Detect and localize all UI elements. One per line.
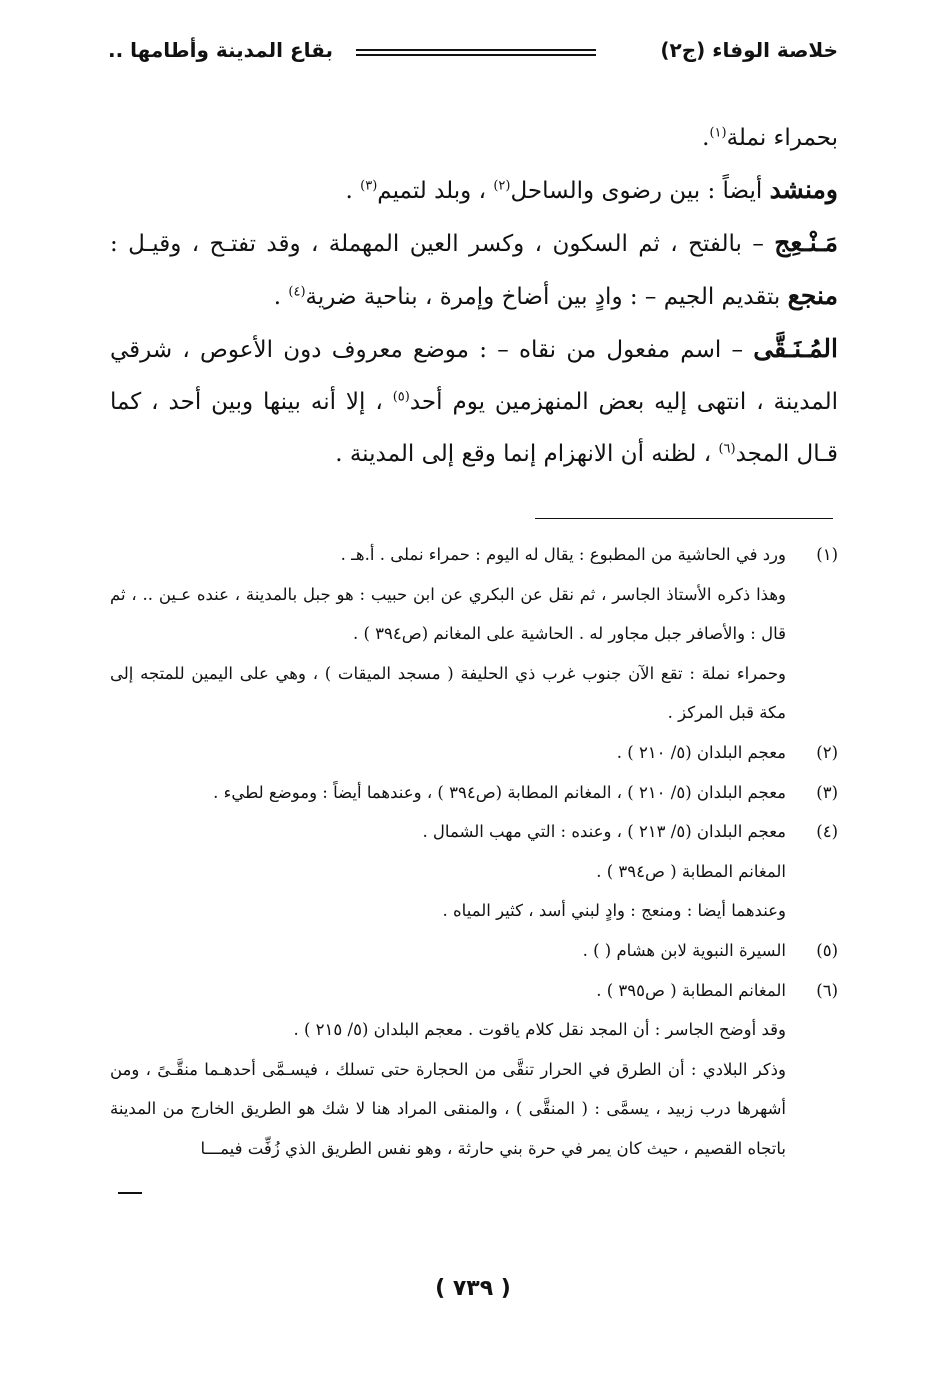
footnote-separator — [535, 518, 833, 519]
headword-manshad: ومنشد — [769, 175, 838, 204]
footnote-number: (٣) — [816, 782, 838, 802]
entry-manshad: ومنشد أيضاً : بين رضوى والساحل$^{(٢)}$ ، وبلد لتميم$^{(٣)}$ . — [345, 175, 838, 204]
footnote-number: (٢) — [816, 742, 838, 762]
footnote-ref-4[interactable]: (٤) — [288, 284, 306, 300]
footnote-4 — [110, 812, 838, 931]
footnote-line: المغانم المطابة ( ص٣٩٤ ) . — [596, 861, 786, 881]
footnote-line: المغانم المطابة ( ص٣٩٥ ) . — [596, 980, 786, 1000]
footnotes — [110, 535, 838, 1169]
header-rule — [356, 49, 596, 56]
entry-munaqqa: المُـنَـقَّى – اسم مفعول من نقاه – : موضع معروف دون الأعوص ، شرقي المدينة ، انتهى إليه بعض المنهزمين يوم أحد$^{(٥)}$ ، إلا أنه بينها وبين أحد ، كما قـال المجد$^{(٦)}$ ، لظنه أن الانهزام إنما وقع إلى المدينة . — [110, 334, 838, 467]
footnote-ref-5[interactable]: (٥) — [392, 389, 410, 405]
book-title: خلاصة الوفاء (ج٢) — [660, 38, 838, 62]
footnote-line: ورد في الحاشية من المطبوع : يقال له اليوم : حمراء نملى . أ.هـ . — [340, 545, 786, 564]
footnote-line: السيرة النبوية لابن هشام ( ) . — [582, 940, 786, 960]
headword-munaqqa: المُـنَـقَّى — [753, 334, 838, 363]
footnote-3 — [110, 773, 838, 813]
footnote-line: وقد أوضح الجاسر : أن المجد نقل كلام ياقوت . معجم البلدان (٥/ ٢١٥ ) . — [293, 1020, 786, 1040]
headword-manja: منجع — [787, 281, 838, 310]
footnote-ref-1[interactable]: (١) — [709, 125, 727, 141]
footnote-line: معجم البلدان (٥/ ٢١٠ ) . — [616, 742, 786, 762]
footnote-number: (١) — [816, 545, 838, 564]
entry-manij: مَـنْـعِج – بالفتح ، ثم السكون ، وكسر العين المهملة ، وقد تفتـح ، وقيـل : منجع بتقديم الجيم – : وادٍ بين أضاخ وإمرة ، بناحية ضرية$^{(٤)}$ . — [110, 228, 838, 310]
footnote-line: وعندهما أيضا : ومنعج : وادٍ لبني أسد ، كثير المياه . — [442, 901, 786, 921]
footnote-2 — [110, 733, 838, 773]
footnote-ref-3[interactable]: (٣) — [360, 178, 378, 194]
footnote-line: معجم البلدان (٥/ ٢١٠ ) ، المغانم المطابة (ص٣٩٤ ) ، وعندهما أيضاً : وموضع لطيء . — [213, 782, 786, 802]
footnote-line: وحمراء نملة : تقع الآن جنوب غرب ذي الحليفة ( مسجد الميقات ) ، وهي على اليمين للمتجه إلى مكة قبل المركز . — [110, 663, 786, 723]
footnote-line: وذكر البلادي : أن الطرق في الحرار تنقَّى من الحجارة حتى تسلك ، فيسـمَّى أحدهـما منقَّـىً ، ومن أشهرها درب زبيد ، يسمَّى : ( المنقَّى ) ، والمنقى المراد هنا لا شك هو الطريق الخارج من المدينة باتجاه القصيم ، حيث كان يمر في حرة بني حارثة ، وهو نفس الطريق الذي زُفِّت فيمـــا — [110, 1059, 786, 1158]
footnote-line: وهذا ذكره الأستاذ الجاسر ، ثم نقل عن البكري عن ابن حبيب : هو جبل بالمدينة ، عنده عـين .. ، ثم قال : والأصافر جبل مجاور له . الحاشية على المغانم (ص٣٩٤ ) . — [110, 584, 786, 644]
footnote-6 — [110, 971, 838, 1169]
page-number: ( ٧٣٩ ) — [435, 1276, 511, 1301]
footnote-number: (٥) — [816, 940, 838, 960]
footnote-1 — [110, 535, 838, 733]
footnote-line: معجم البلدان (٥/ ٢١٣ ) ، وعنده : التي مهب الشمال . — [422, 822, 786, 842]
footnote-ref-2[interactable]: (٢) — [493, 178, 511, 194]
footnote-number: (٤) — [816, 822, 838, 842]
section-title: بقاع المدينة وأطامها .. — [108, 38, 334, 62]
continuation-mark — [118, 1192, 142, 1194]
footnote-ref-6[interactable]: (٦) — [718, 441, 736, 457]
footnote-5 — [110, 931, 838, 971]
footnote-number: (٦) — [816, 980, 838, 1000]
headword-manij: مَـنْـعِج — [774, 228, 838, 257]
running-header — [108, 36, 838, 72]
main-text — [110, 112, 838, 480]
paragraph-hamra-namla: بحمراء نملة$^{(١)}$. — [702, 125, 838, 151]
